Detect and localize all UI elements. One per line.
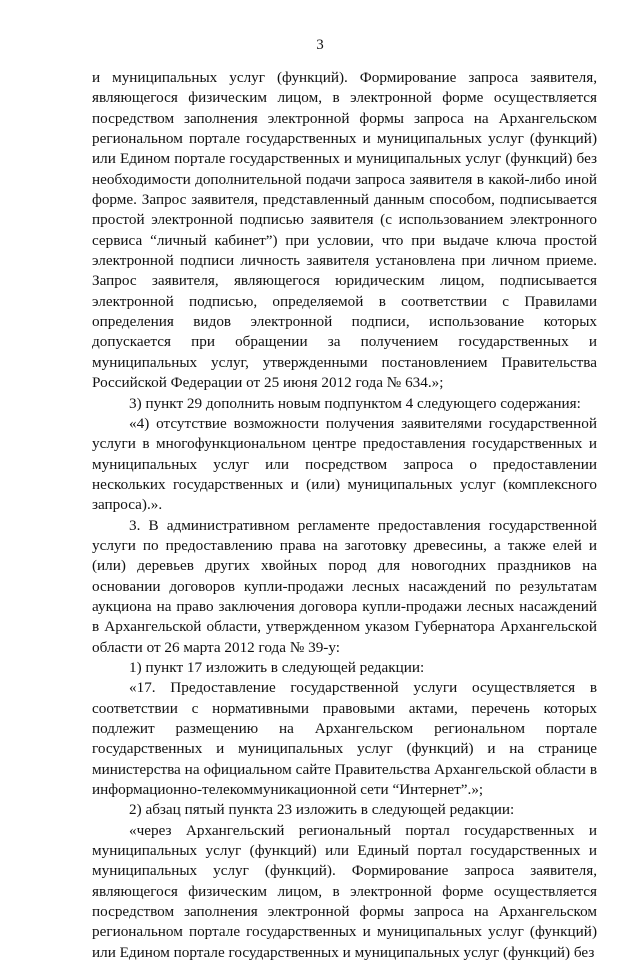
paragraph-point-17-text: «17. Предоставление государственной услуги осуществляется в соответствии с нормативными правовыми актами, перечень которых подлежит размещению на Архангельском региональном портале государственных и муниципальных услуг (функций) и на странице министерства на официальном сайте Правительства Архангельской области в информационно-телекоммуникационной сети “Интернет”.»; [92, 679, 597, 799]
page-number: 3 [316, 37, 324, 53]
document-body [92, 68, 597, 963]
paragraph-subitem-4: «4) отсутствие возможности получения заявителями государственной услуги в многофункциональном центре предоставления государственных и муниципальных услуг или посредством запроса о предоставлении нескольких государственных и (или) муниципальных услуг (комплексного запроса).». [92, 414, 597, 514]
paragraph-point-23-text: «через Архангельский региональный портал государственных и муниципальных услуг (функций) или Единый портал государственных и муниципальных услуг (функций). Формирование запроса заявителя, являющегося физическим лицом, в электронной форме осуществляется посредством заполнения электронной формы запроса на Архангельском региональном портале государственных и муниципальных услуг (функций) или Едином портале государственных и муниципальных услуг (функций) без [92, 821, 597, 961]
paragraph-section-3: 3. В административном регламенте предоставления государственной услуги по предоставлению права на заготовку древесины, а также елей и (или) деревьев других хвойных пород для новогодних праздников на основании договоров купли-продажи лесных насаждений по результатам аукциона на право заключения договора купли-продажи лесных насаждений в Архангельской области, утвержденном указом Губернатора Архангельской области от 26 марта 2012 года № 39-у: [92, 516, 597, 656]
paragraph-item-1-point-17: 1) пункт 17 изложить в следующей редакции: [129, 658, 425, 676]
paragraph-continuation: и муниципальных услуг (функций). Формирование запроса заявителя, являющегося физическим лицом, в электронной форме осуществляется посредством заполнения электронной формы запроса на Архангельском региональном портале государственных и муниципальных услуг (функций) или Едином портале государственных и муниципальных услуг (функций) без необходимости дополнительной подачи запроса заявителя в какой-либо иной форме. Запрос заявителя, представленный данным способом, подписывается простой электронной подписью заявителя (с использованием электронного сервиса “личный кабинет”) при условии, что при выдаче ключа простой электронной подписи личность заявителя установлена при личном приеме. Запрос заявителя, являющегося юридическим лицом, подписывается электронной подписью, определяемой в соответствии с Правилами определения видов электронной подписи, использование которых допускается при обращении за получением государственных и муниципальных услуг, утвержденными постановлением Правительства Российской Федерации от 25 июня 2012 года № 634.»; [92, 69, 597, 392]
paragraph-item-3-point-29: 3) пункт 29 дополнить новым подпунктом 4 следующего содержания: [129, 394, 581, 412]
paragraph-item-2-point-23: 2) абзац пятый пункта 23 изложить в следующей редакции: [129, 801, 515, 819]
